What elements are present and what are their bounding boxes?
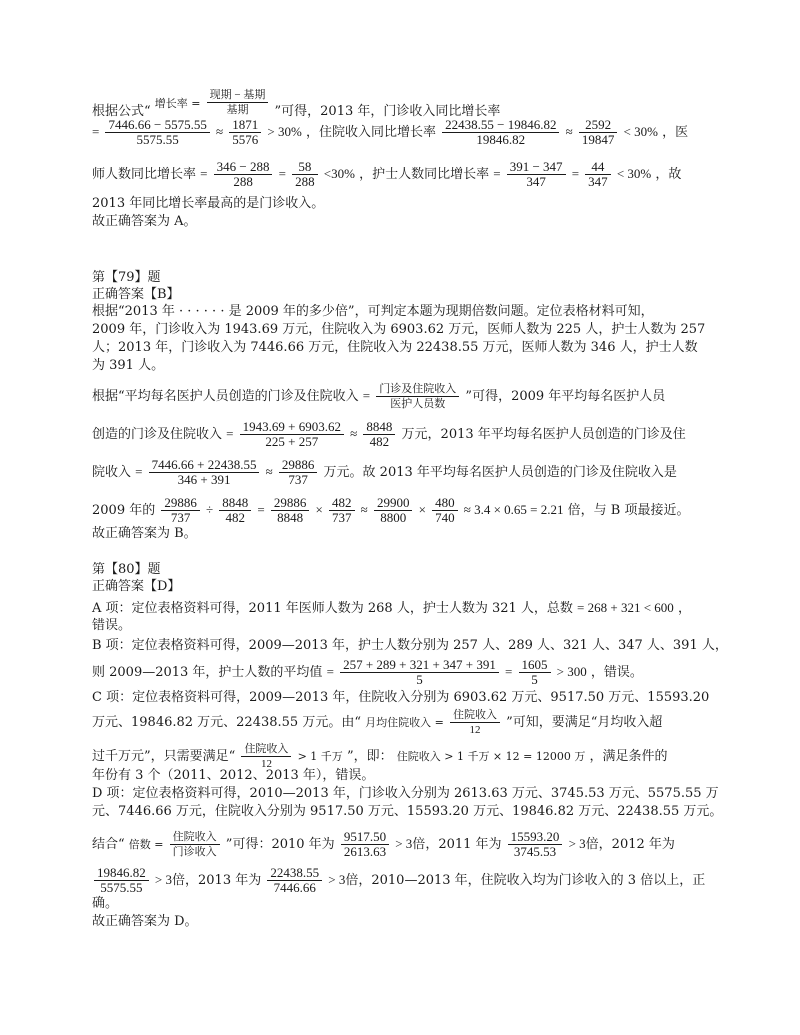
approx-sign: ≈ bbox=[265, 464, 273, 479]
equals-sign: = bbox=[257, 502, 265, 517]
fraction-ratio-2: $\frac{8848}{482}$ bbox=[219, 496, 251, 525]
formula-lhs: 月均住院收入 = bbox=[365, 716, 444, 729]
equals-sign: = bbox=[362, 388, 371, 403]
q79-answer: 正确答案【B】 bbox=[92, 287, 180, 302]
comparison: > 3 bbox=[328, 872, 346, 887]
approx-sign: ≈ bbox=[215, 124, 224, 139]
text: ，错误。 bbox=[590, 665, 643, 680]
comparison: > 1 千万 bbox=[297, 750, 343, 763]
q78-line-2 bbox=[92, 118, 688, 147]
growth-formula-fraction: $\frac{\text{现期 − 基期}}{\text{基期}}$ bbox=[207, 88, 269, 117]
q79-2013-line bbox=[92, 458, 677, 487]
equals-sign: = bbox=[135, 464, 143, 479]
fraction-2012-multiple: $\frac{19846.82}{5575.55}$ bbox=[94, 866, 149, 895]
text: 万元，2013 年平均每名医护人员创造的门诊及住 bbox=[401, 427, 686, 442]
text: 倍 bbox=[171, 873, 185, 888]
text: ，医 bbox=[662, 125, 689, 140]
equals-sign: = bbox=[278, 166, 286, 181]
fraction-2013-multiple: $\frac{22438.55}{7446.66}$ bbox=[267, 866, 322, 895]
q80-option-c-line-1: C 项：定位表格资料可得，2009—2013 年，住院收入分别为 6903.62 万元、9517.50 万元、15593.20 bbox=[92, 690, 710, 705]
fraction-2011-multiple: $\frac{15593.20}{3745.53}$ bbox=[508, 830, 563, 859]
text: 根据公式“ bbox=[92, 104, 151, 119]
text: ，2011 年为 bbox=[425, 837, 502, 852]
comparison: > 3 bbox=[154, 872, 172, 887]
approx-sign: ≈ bbox=[350, 426, 358, 441]
q79-para-1: 根据“2013 年 · · · · · · 是 2009 年的多少倍”，可判定本题为现期倍数问题。定位表格材料可知， bbox=[92, 304, 654, 319]
text: ，护士人数同比增长率 bbox=[359, 167, 490, 182]
q80-option-c-line-4: 年份有 3 个（2011、2012、2013 年），错误。 bbox=[92, 768, 375, 783]
fraction-2010-multiple: $\frac{9517.50}{2613.63}$ bbox=[341, 830, 389, 859]
equals-sign: = bbox=[505, 664, 513, 679]
q79-formula-line bbox=[92, 382, 665, 411]
threshold-equation: 住院收入 > 1 千万 × 12 = 12000 万 bbox=[396, 750, 586, 763]
text: 院收入 bbox=[92, 465, 132, 480]
text: ，故 bbox=[655, 167, 682, 182]
q80-option-b-line-2 bbox=[92, 658, 643, 687]
q80-option-c-line-3 bbox=[92, 742, 668, 771]
comparison: > 3 bbox=[568, 836, 586, 851]
fraction-doctor-growth: $\frac{346 - 288}{288}$ bbox=[214, 160, 273, 189]
text: 倍，与 B 项最接近。 bbox=[567, 503, 690, 518]
fraction-nurse-simplified: $\frac{44}{347}$ bbox=[585, 160, 611, 189]
fraction-ratio-5: $\frac{29900}{8800}$ bbox=[374, 496, 413, 525]
text: ，满足条件的 bbox=[589, 749, 668, 764]
comparison: <30% bbox=[323, 166, 355, 181]
text: ，2013 年为 bbox=[185, 873, 262, 888]
fraction-outpatient-approx: $\frac{1871}{5576}$ bbox=[229, 118, 261, 147]
q78-line-1 bbox=[92, 88, 500, 120]
q79-para-3: 人；2013 年，门诊收入为 7446.66 万元，住院收入为 22438.55 万元，医师人数为 346 人，护士人数 bbox=[92, 340, 698, 355]
comparison: > 300 bbox=[556, 664, 587, 679]
text: 2009 年的 bbox=[92, 503, 156, 518]
q78-line-3 bbox=[92, 160, 681, 189]
text: ”可知，要满足“月均收入超 bbox=[506, 715, 663, 730]
formula-lhs: 增长率 = bbox=[154, 97, 201, 110]
text: 结合“ bbox=[92, 837, 125, 852]
text: 师人数同比增长率 bbox=[92, 167, 197, 182]
formula-lhs: 倍数 = bbox=[128, 838, 164, 851]
q80-option-d-line-5: 确。 bbox=[92, 896, 119, 911]
fraction-2013-income: $\frac{7446.66 + 22438.55}{346 + 391}$ bbox=[149, 458, 260, 487]
fraction-nurse-average-simplified: $\frac{1605}{5}$ bbox=[519, 658, 551, 687]
q79-2009-line bbox=[92, 420, 686, 449]
comparison: < 30% bbox=[616, 166, 652, 181]
text: ，2010—2013 年，住院收入均为门诊收入的 3 倍以上，正 bbox=[358, 873, 706, 888]
times-sign: × bbox=[418, 502, 426, 517]
text: 则 2009—2013 年，护士人数的平均值 bbox=[92, 665, 323, 680]
fraction-ratio-6: $\frac{480}{740}$ bbox=[432, 496, 458, 525]
q80-option-d-line-3 bbox=[92, 830, 675, 859]
fraction-2009-approx: $\frac{8848}{482}$ bbox=[363, 420, 395, 449]
equals-sign: = bbox=[493, 166, 501, 181]
comparison: > 30% bbox=[267, 124, 302, 139]
q80-answer: 正确答案【D】 bbox=[92, 579, 181, 594]
q80-title: 第【80】题 bbox=[92, 562, 161, 577]
fraction-hospital-approx: $\frac{2592}{19847}$ bbox=[579, 118, 618, 147]
q80-final-answer: 故正确答案为 D。 bbox=[92, 914, 198, 929]
text: ”，即： bbox=[346, 749, 393, 764]
approx-sign: ≈ bbox=[565, 124, 573, 139]
q80-option-d-line-1: D 项：定位表格资料可得，2010—2013 年，门诊收入分别为 2613.63 万元、3745.53 万元、5575.55 万 bbox=[92, 786, 719, 801]
fraction-hospital-growth: $\frac{22438.55 - 19846.82}{19846.82}$ bbox=[442, 118, 559, 147]
fraction-ratio-3: $\frac{29886}{8848}$ bbox=[271, 496, 310, 525]
q80-option-d-line-2: 元、7446.66 万元，住院收入分别为 9517.50 万元、15593.20 万元、19846.82 万元、22438.55 万元。 bbox=[92, 804, 723, 819]
fraction-monthly-income: $\frac{\text{住院收入}}{12}$ bbox=[450, 708, 500, 737]
text: 万元。故 2013 年平均每名医护人员创造的门诊及住院收入是 bbox=[323, 465, 677, 480]
fraction-2013-approx: $\frac{29886}{737}$ bbox=[279, 458, 318, 487]
text: ”可得，2009 年平均每名医护人员 bbox=[465, 389, 666, 404]
equals-sign: = bbox=[326, 664, 334, 679]
q79-final-answer: 故正确答案为 B。 bbox=[92, 526, 197, 541]
text: 过千万元”，只需要满足“ bbox=[92, 749, 236, 764]
q78-conclusion: 2013 年同比增长率最高的是门诊收入。 bbox=[92, 196, 325, 211]
q78-final-answer: 故正确答案为 A。 bbox=[92, 214, 197, 229]
q80-option-d-line-4 bbox=[92, 866, 705, 895]
text: 倍 bbox=[585, 837, 599, 852]
fraction-2009-income: $\frac{1943.69 + 6903.62}{225 + 257}$ bbox=[240, 420, 344, 449]
equals-sign: = bbox=[226, 426, 234, 441]
q80-option-c-line-2 bbox=[92, 708, 662, 737]
text: 创造的门诊及住院收入 bbox=[92, 427, 223, 442]
equals-sign: = bbox=[200, 166, 208, 181]
ratio-result: ≈ 3.4 × 0.65 = 2.21 bbox=[463, 502, 564, 517]
text: A 项：定位表格资料可得，2011 年医师人数为 268 人，护士人数为 321 人，总数 bbox=[92, 601, 573, 616]
q79-ratio-line bbox=[92, 496, 690, 525]
fraction-nurse-average: $\frac{257 + 289 + 321 + 347 + 391}{5}$ bbox=[340, 658, 499, 687]
fraction-avg-income-formula: $\frac{\text{门诊及住院收入}}{\text{医护人员数}}$ bbox=[376, 382, 459, 411]
q80-option-a-line-1 bbox=[92, 600, 691, 617]
equals-sign: = bbox=[571, 166, 580, 181]
approx-sign: ≈ bbox=[360, 502, 368, 517]
fraction-ratio-1: $\frac{29886}{737}$ bbox=[161, 496, 200, 525]
q79-para-2: 2009 年，门诊收入为 1943.69 万元，住院收入为 6903.62 万元，医师人数为 225 人，护士人数为 257 bbox=[92, 322, 706, 337]
comparison: < 30% bbox=[623, 124, 658, 139]
text: 倍 bbox=[345, 873, 359, 888]
text: 万元、19846.82 万元、22438.55 万元。由“ bbox=[92, 715, 361, 730]
text: 根据“平均每名医护人员创造的门诊及住院收入 bbox=[92, 389, 359, 404]
text: 倍 bbox=[412, 837, 426, 852]
times-sign: × bbox=[315, 502, 323, 517]
text: ”可得：2010 年为 bbox=[225, 837, 335, 852]
q79-para-4: 为 391 人。 bbox=[92, 358, 165, 373]
sum-comparison: = 268 + 321 < 600 bbox=[577, 600, 674, 615]
fraction-multiple-formula: $\frac{\text{住院收入}}{\text{门诊收入}}$ bbox=[170, 830, 220, 859]
q80-option-b-line-1: B 项：定位表格资料可得，2009—2013 年，护士人数分别为 257 人、289 人、321 人、347 人、391 人， bbox=[92, 638, 728, 653]
text: ”可得，2013 年，门诊收入同比增长率 bbox=[274, 104, 501, 119]
text: ，2012 年为 bbox=[598, 837, 675, 852]
fraction-monthly-threshold: $\frac{\text{住院收入}}{12}$ bbox=[241, 742, 291, 771]
text: ， bbox=[677, 601, 691, 616]
equals-sign: = bbox=[92, 124, 100, 139]
divide-sign: ÷ bbox=[206, 502, 214, 517]
fraction-ratio-4: $\frac{482}{737}$ bbox=[329, 496, 355, 525]
q79-title: 第【79】题 bbox=[92, 270, 161, 285]
fraction-outpatient-growth: $\frac{7446.66 - 5575.55}{5575.55}$ bbox=[105, 118, 209, 147]
q80-option-a-line-2: 错误。 bbox=[92, 618, 132, 633]
text: ，住院收入同比增长率 bbox=[305, 125, 436, 140]
fraction-nurse-growth: $\frac{391 - 347}{347}$ bbox=[507, 160, 566, 189]
fraction-doctor-simplified: $\frac{58}{288}$ bbox=[292, 160, 318, 189]
comparison: > 3 bbox=[395, 836, 413, 851]
